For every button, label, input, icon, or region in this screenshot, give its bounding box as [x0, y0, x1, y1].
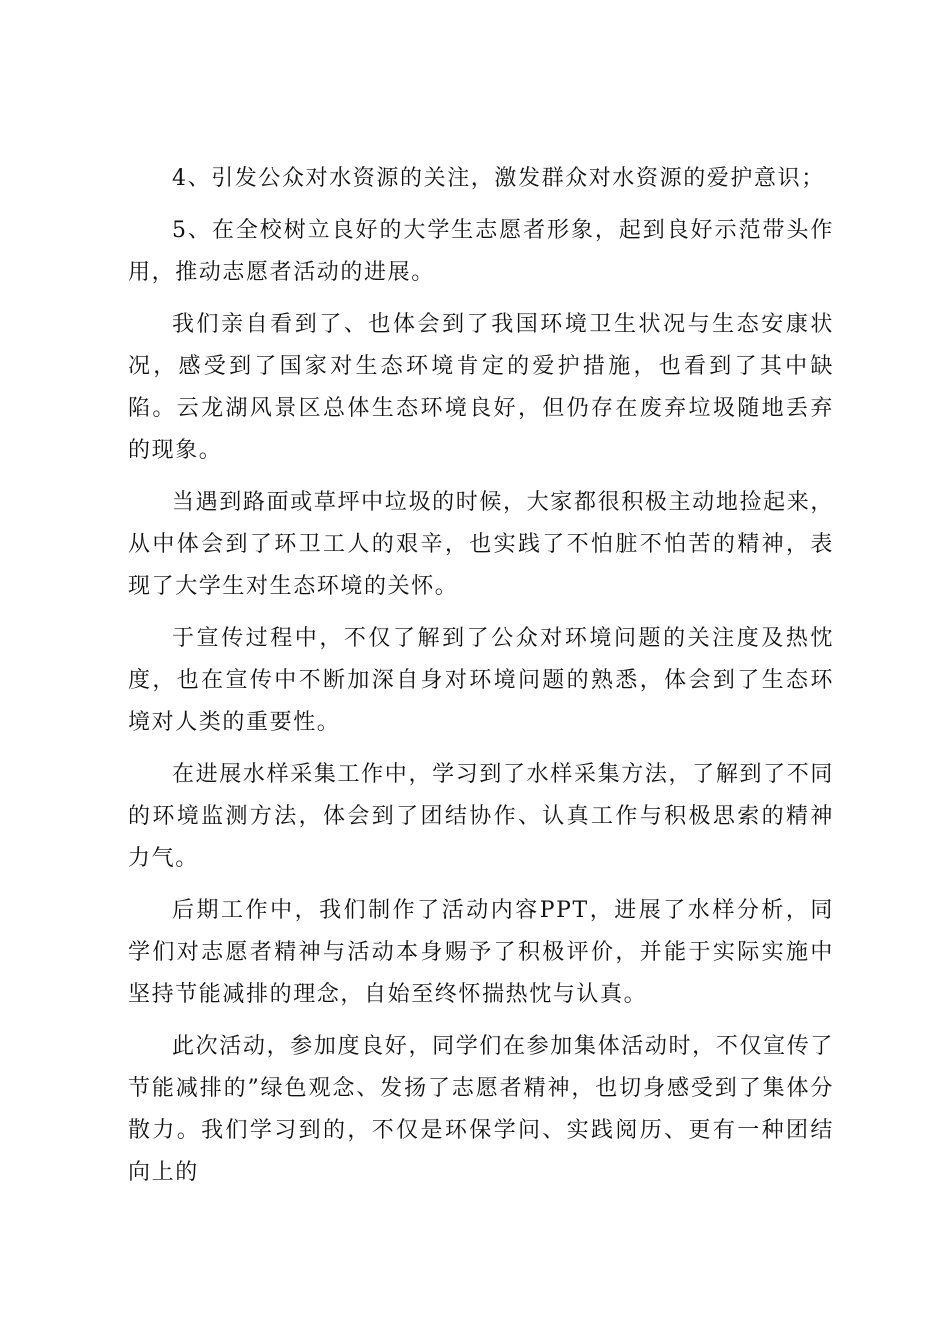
paragraph-litter-pickup: 当遇到路面或草坪中垃圾的时候，大家都很积极主动地捡起来，从中体会到了环卫工人的艰辛，也实践了不怕脏不怕苦的精神，表现了大学生对生态环境的关怀。: [128, 490, 834, 599]
document-body: [128, 158, 834, 1204]
paragraph-observation: 我们亲自看到了、也体会到了我国环境卫生状况与生态安康状况，感受到了国家对生态环境肯定的爱护措施，也看到了其中缺陷。云龙湖风景区总体生态环境良好，但仍存在废弃垃圾随地丢弃的现象。: [128, 312, 834, 463]
paragraph-water-sampling: 在进展水样采集工作中，学习到了水样采集方法，了解到了不同的环境监测方法，体会到了团结协作、认真工作与积极思索的精神力气。: [128, 762, 834, 871]
paragraph-publicity: 于宣传过程中，不仅了解到了公众对环境问题的关注度及热忱度，也在宣传中不断加深自身对环境问题的熟悉，体会到了生态环境对人类的重要性。: [128, 626, 834, 735]
paragraph-goal-4: 4、引发公众对水资源的关注，激发群众对水资源的爱护意识；: [172, 166, 825, 191]
paragraph-later-work: 后期工作中，我们制作了活动内容PPT，进展了水样分析，同学们对志愿者精神与活动本身赐予了积极评价，并能于实际实施中坚持节能减排的理念，自始至终怀揣热忱与认真。: [128, 898, 834, 1007]
paragraph-summary: 此次活动，参加度良好，同学们在参加集体活动时，不仅宣传了节能减排的”绿色观念、发扬了志愿者精神，也切身感受到了集体分散力。我们学习到的，不仅是环保学问、实践阅历、更有一种团结向上的: [128, 1034, 834, 1185]
paragraph-goal-5: 5、在全校树立良好的大学生志愿者形象，起到良好示范带头作用，推动志愿者活动的进展。: [128, 218, 834, 285]
